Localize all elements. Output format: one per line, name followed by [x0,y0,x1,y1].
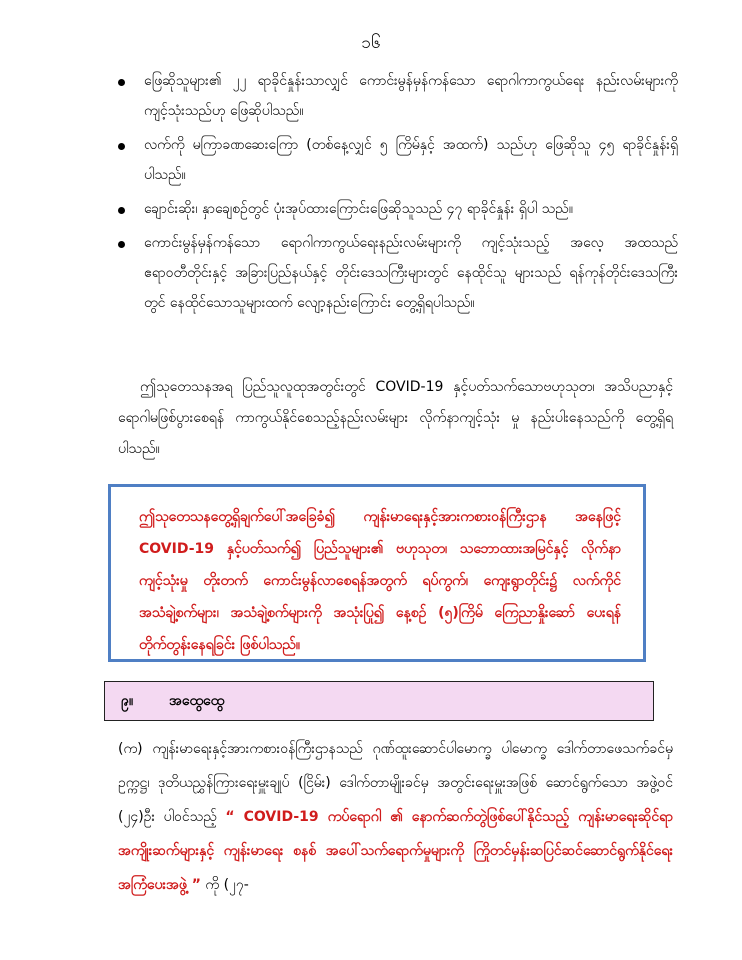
bullet-text: ချောင်းဆိုး၊ နှာချေစဉ်တွင် ပုံးအုပ်ထားကြောင်းဖြေဆိုသူသည် ၄၇ ရာခိုင်နှုန်း ရှိပါ သည်။ [144,201,573,217]
bullet-text: ကောင်းမွန်မှန်ကန်သော ရောဂါကာကွယ်ရေးနည်းလမ်းများကို ကျင့်သုံးသည့် အလေ့ အထသည် ဧရာဝတီတိုင်းနှင့် အခြားပြည်နယ်နှင့် တိုင်းဒေသကြီးများတွင် နေထိုင်သူ များသည် ရန်ကုန်တိုင်းဒေသကြီးတွင် နေထိုင်သောသူများထက် လျော့နည်းကြောင်း တွေ့ရှိရပါသည်။ [144,235,678,311]
bullet-item [118,66,678,126]
body-paragraph: ဤသုတေသနအရ ပြည်သူလူထုအတွင်းတွင် COVID-19 နှင့်ပတ်သက်သောဗဟုသုတ၊ အသိပညာနှင့် ရောဂါမဖြစ်ပွားစေရန် ကာကွယ်နိုင်စေသည့်နည်းလမ်းများ လိုက်နာကျင့်သုံး မှု နည်းပါးနေသည်ကို တွေ့ရှိရပါသည်။ [118,379,673,457]
final-paragraph [118,732,673,902]
bullet-text: ဖြေဆိုသူများ၏ ၂၂ ရာခိုင်နှုန်းသာလျှင် ကောင်းမွန်မှန်ကန်သော ရောဂါကာကွယ်ရေး နည်းလမ်းများကို ကျင့်သုံးသည်ဟု ဖြေဆိုပါသည်။ [144,73,678,119]
section-number: ၉။ [121,692,134,709]
final-paragraph-tail: ကို (၂၇- [205,877,249,893]
bullet-text: လက်ကို မကြာခဏဆေးကြော (တစ်နေ့လျှင် ၅ ကြိမ်နှင့် အထက်) သည်ဟု ဖြေဆိုသူ ၄၅ ရာခိုင်နှုန်းရှိပါသည်။ [144,137,678,183]
section-heading [104,681,654,721]
advisory-group-name: “ COVID-19 ကပ်ရောဂါ ၏ နောက်ဆက်တွဲဖြစ်ပေါ်နိုင်သည့် ကျန်းမာရေးဆိုင်ရာ အကျိုးဆက်များနှင့် ကျန်းမာရေး စနစ် အပေါ်သက်ရောက်မှုများကို ကြိုတင်မှန်းဆပြင်ဆင်ဆောင်ရွက်နိုင်ရေး အကြံပေးအဖွဲ့ ” [118,809,673,893]
callout-text: ဤသုတေသနတွေ့ရှိချက်ပေါ်အခြေခံ၍ ကျန်းမာရေးနှင့်အားကစားဝန်ကြီးဌာန အနေဖြင့် COVID-19 နှင့်ပတ်သက်၍ ပြည်သူများ၏ ဗဟုသုတ၊ သဘောထားအမြင်နှင့် လိုက်နာကျင့်သုံးမှု တိုးတက် ကောင်းမွန်လာစေရန်အတွက် ရပ်ကွက်၊ ကျေးရွာတိုင်း၌ လက်ကိုင်အသံချဲ့စက်များ၊ အသံချဲ့စက်များကို အသုံးပြု၍ နေ့စဉ် (၅)ကြိမ် ကြေညာနှိုးဆော် ပေးရန် တိုက်တွန်းနေရခြင်း ဖြစ်ပါသည်။ [139,509,621,653]
page-number: ၁၆ [361,33,381,53]
callout-box [108,484,646,662]
bullet-item [118,228,678,318]
bullet-dot-icon [118,207,125,214]
bullet-item [118,194,678,224]
section-title: အထွေထွေ [169,692,225,709]
bullet-dot-icon [118,241,125,248]
bullet-list [118,66,678,322]
bullet-dot-icon [118,143,125,150]
bullet-item [118,130,678,190]
bullet-dot-icon [118,79,125,86]
final-paragraph-text: (က) ကျန်းမာရေးနှင့်အားကစားဝန်ကြီးဌာနသည် ဂုဏ်ထူးဆောင်ပါမောက္ခ ပါမောက္ခ ဒေါက်တာဖေသက်ခင်မှ ဥက္ကဋ္ဌ၊ ဒုတိယညွှန်ကြားရေးမှူးချုပ် (ငြိမ်း) ဒေါက်တာမျိုးခင်မှ အတွင်းရေးမှူးအဖြစ် ဆောင်ရွက်သော အဖွဲ့ဝင် (၂၄)ဦး ပါဝင်သည့် [118,741,673,825]
